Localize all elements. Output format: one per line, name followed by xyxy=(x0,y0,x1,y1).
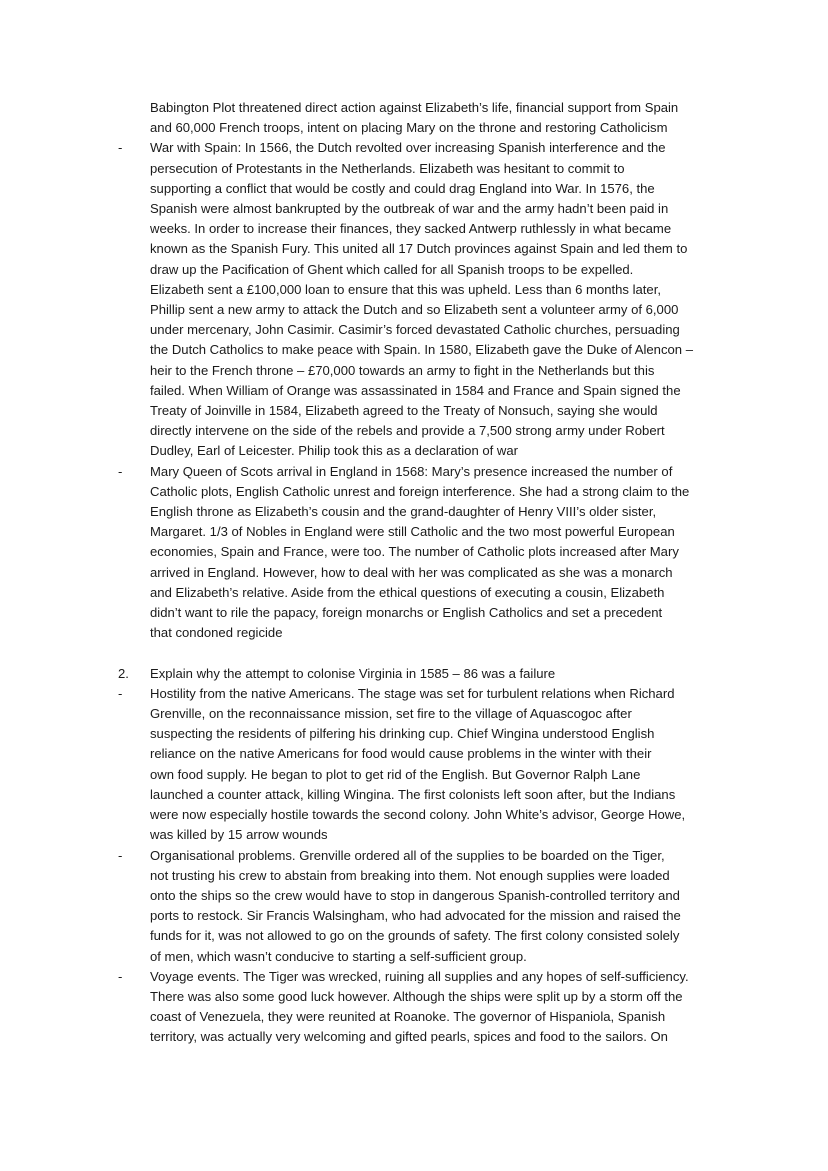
q1-bullet-line-text: Elizabeth sent a £100,000 loan to ensure that this was upheld. Less than 6 months later, xyxy=(150,281,661,297)
q1-bullet-line xyxy=(118,522,730,542)
q2-bullet-line-text: were now especially hostile towards the second colony. John White’s advisor, George Howe, xyxy=(150,807,686,823)
q2-bullet-line xyxy=(118,825,730,845)
q1-bullet-line xyxy=(118,462,730,482)
q2-bullet-line xyxy=(118,1027,730,1047)
bullet-marker: - xyxy=(118,685,123,701)
q1-bullet-line-text: failed. When William of Orange was assassinated in 1584 and France and Spain signed the xyxy=(150,382,681,398)
q2-bullet-line xyxy=(118,744,730,764)
q2-bullet-line xyxy=(118,1007,730,1027)
q1-bullet-line-text: arrived in England. However, how to deal with her was complicated as she was a monarch xyxy=(150,564,673,580)
q1-bullet-line xyxy=(118,563,730,583)
q1-bullet-line xyxy=(118,219,730,239)
bullet-marker: - xyxy=(118,140,123,156)
q1-bullet-line-text: Treaty of Joinville in 1584, Elizabeth agreed to the Treaty of Nonsuch, saying she would xyxy=(150,403,658,419)
section-gap xyxy=(118,643,730,663)
q1-bullet-line-text: that condoned regicide xyxy=(150,625,283,641)
q2-bullet-line-text: reliance on the native Americans for food would cause problems in the winter with their xyxy=(150,746,652,762)
q2-bullet-line-text: There was also some good luck however. Although the ships were split up by a storm off the xyxy=(150,988,683,1004)
q2-bullet-line xyxy=(118,704,730,724)
q1-bullet-line xyxy=(118,300,730,320)
q1-bullet-line-text: the Dutch Catholics to make peace with Spain. In 1580, Elizabeth gave the Duke of Alencon – xyxy=(150,342,694,358)
q1-bullet-line-text: weeks. In order to increase their finances, they sacked Antwerp ruthlessly in what became xyxy=(150,221,672,237)
q1-bullet-line xyxy=(118,542,730,562)
q1-bullet-line-text: didn’t want to rile the papacy, foreign monarchs or English Catholics and set a precedent xyxy=(150,605,663,621)
q1-bullet-line xyxy=(118,361,730,381)
bullet-marker: - xyxy=(118,463,123,479)
q1-bullet-line-text: heir to the French throne – £70,000 towards an army to fight in the Netherlands but this xyxy=(150,362,655,378)
q1-bullet-line-text: and Elizabeth’s relative. Aside from the ethical questions of executing a cousin, Elizabeth xyxy=(150,584,665,600)
q1-bullet-line-text: economies, Spain and France, were too. The number of Catholic plots increased after Mary xyxy=(150,544,679,560)
q1-bullet-line xyxy=(118,623,730,643)
q2-bullet-line-text: own food supply. He began to plot to get rid of the English. But Governor Ralph Lane xyxy=(150,766,641,782)
q2-bullet-line-text: launched a counter attack, killing Wingina. The first colonists left soon after, but the Indians xyxy=(150,786,676,802)
question-2-heading-text: Explain why the attempt to colonise Virginia in 1585 – 86 was a failure xyxy=(150,665,556,681)
q1-bullet-line-text: Margaret. 1/3 of Nobles in England were still Catholic and the two most powerful European xyxy=(150,524,675,540)
q1-bullet-line xyxy=(118,441,730,461)
q2-bullet-line-text: territory, was actually very welcoming and gifted pearls, spices and food to the sailors. On xyxy=(150,1029,668,1045)
q1-bullet-line xyxy=(118,239,730,259)
q1-bullet-line xyxy=(118,138,730,158)
bullet-marker: - xyxy=(118,968,123,984)
q1-bullet-line xyxy=(118,179,730,199)
q2-bullet-line-text: Grenville, on the reconnaissance mission, set fire to the village of Aquascogoc after xyxy=(150,706,632,722)
q2-bullet-line xyxy=(118,926,730,946)
q1-bullet-line xyxy=(118,421,730,441)
question-number: 2. xyxy=(118,665,129,681)
q2-bullet-line-text: of men, which wasn’t conducive to starting a self-sufficient group. xyxy=(150,948,527,964)
intro-line-text: and 60,000 French troops, intent on placing Mary on the throne and restoring Catholicism xyxy=(150,120,668,136)
q2-bullet-line xyxy=(118,846,730,866)
q2-bullet-line xyxy=(118,785,730,805)
q1-bullet-line-text: directly intervene on the side of the rebels and provide a 7,500 strong army under Robert xyxy=(150,423,665,439)
q1-bullet-line-text: supporting a conflict that would be costly and could drag England into War. In 1576, the xyxy=(150,180,655,196)
q1-bullet-line xyxy=(118,401,730,421)
q1-bullet-line xyxy=(118,159,730,179)
q2-bullet-line-text: Organisational problems. Grenville ordered all of the supplies to be boarded on the Tiger, xyxy=(150,847,665,863)
q1-bullet-line-text: Phillip sent a new army to attack the Dutch and so Elizabeth sent a volunteer army of 6,000 xyxy=(150,302,679,318)
q2-bullet-line-text: onto the ships so the crew would have to stop in dangerous Spanish-controlled territory and xyxy=(150,887,680,903)
q2-bullet-line-text: funds for it, was not allowed to go on the grounds of safety. The first colony consisted solely xyxy=(150,928,680,944)
q1-bullet-line-text: under mercenary, John Casimir. Casimir’s forced devastated Catholic churches, persuading xyxy=(150,322,680,338)
intro-line-text: Babington Plot threatened direct action against Elizabeth’s life, financial support from Spain xyxy=(150,100,679,115)
q1-bullet-line xyxy=(118,340,730,360)
q1-bullet-line-text: Spanish were almost bankrupted by the outbreak of war and the army hadn’t been paid in xyxy=(150,201,669,217)
q1-bullet-line-text: English throne as Elizabeth’s cousin and the grand-daughter of Henry VIII’s older sister, xyxy=(150,504,657,520)
q1-bullet-line xyxy=(118,583,730,603)
q2-bullet-line-text: Voyage events. The Tiger was wrecked, ruining all supplies and any hopes of self-sufficiency. xyxy=(150,968,689,984)
q2-bullet-line-text: Hostility from the native Americans. The stage was set for turbulent relations when Richard xyxy=(150,685,675,701)
q2-bullet-line-text: not trusting his crew to abstain from breaking into them. Not enough supplies were loaded xyxy=(150,867,670,883)
q2-bullet-line xyxy=(118,765,730,785)
q1-bullet-line xyxy=(118,381,730,401)
q2-bullet-line-text: ports to restock. Sir Francis Walsingham, who had advocated for the mission and raised the xyxy=(150,908,681,924)
intro-line xyxy=(118,98,730,118)
q2-bullet-line-text: was killed by 15 arrow wounds xyxy=(150,827,328,843)
q1-bullet-line xyxy=(118,603,730,623)
q2-bullet-line xyxy=(118,866,730,886)
q1-bullet-line-text: persecution of Protestants in the Netherlands. Elizabeth was hesitant to commit to xyxy=(150,160,625,176)
question-2-heading xyxy=(118,664,730,684)
q1-bullet-line xyxy=(118,280,730,300)
intro-line xyxy=(118,118,730,138)
q1-bullet-line-text: War with Spain: In 1566, the Dutch revolted over increasing Spanish interference and the xyxy=(150,140,666,156)
bullet-marker: - xyxy=(118,847,123,863)
q2-bullet-line xyxy=(118,906,730,926)
q2-bullet-line-text: suspecting the residents of pilfering his drinking cup. Chief Wingina understood English xyxy=(150,726,655,742)
document-body xyxy=(118,98,730,1048)
q1-bullet-line xyxy=(118,260,730,280)
q2-bullet-line xyxy=(118,886,730,906)
q1-bullet-line-text: Mary Queen of Scots arrival in England in 1568: Mary’s presence increased the number of xyxy=(150,463,673,479)
q1-bullet-line-text: known as the Spanish Fury. This united all 17 Dutch provinces against Spain and led them to xyxy=(150,241,688,257)
q1-bullet-line xyxy=(118,502,730,522)
q2-bullet-line xyxy=(118,724,730,744)
q2-bullet-line xyxy=(118,967,730,987)
q2-bullet-line xyxy=(118,805,730,825)
q1-bullet-line-text: Catholic plots, English Catholic unrest and foreign interference. She had a strong claim to the xyxy=(150,483,690,499)
q2-bullet-line xyxy=(118,947,730,967)
q2-bullet-line-text: coast of Venezuela, they were reunited at Roanoke. The governor of Hispaniola, Spanish xyxy=(150,1009,666,1025)
q1-bullet-line xyxy=(118,482,730,502)
q1-bullet-line xyxy=(118,320,730,340)
q1-bullet-line-text: draw up the Pacification of Ghent which called for all Spanish troops to be expelled. xyxy=(150,261,634,277)
q1-bullet-line xyxy=(118,199,730,219)
q2-bullet-line xyxy=(118,987,730,1007)
q1-bullet-line-text: Dudley, Earl of Leicester. Philip took this as a declaration of war xyxy=(150,443,519,459)
q2-bullet-line xyxy=(118,684,730,704)
